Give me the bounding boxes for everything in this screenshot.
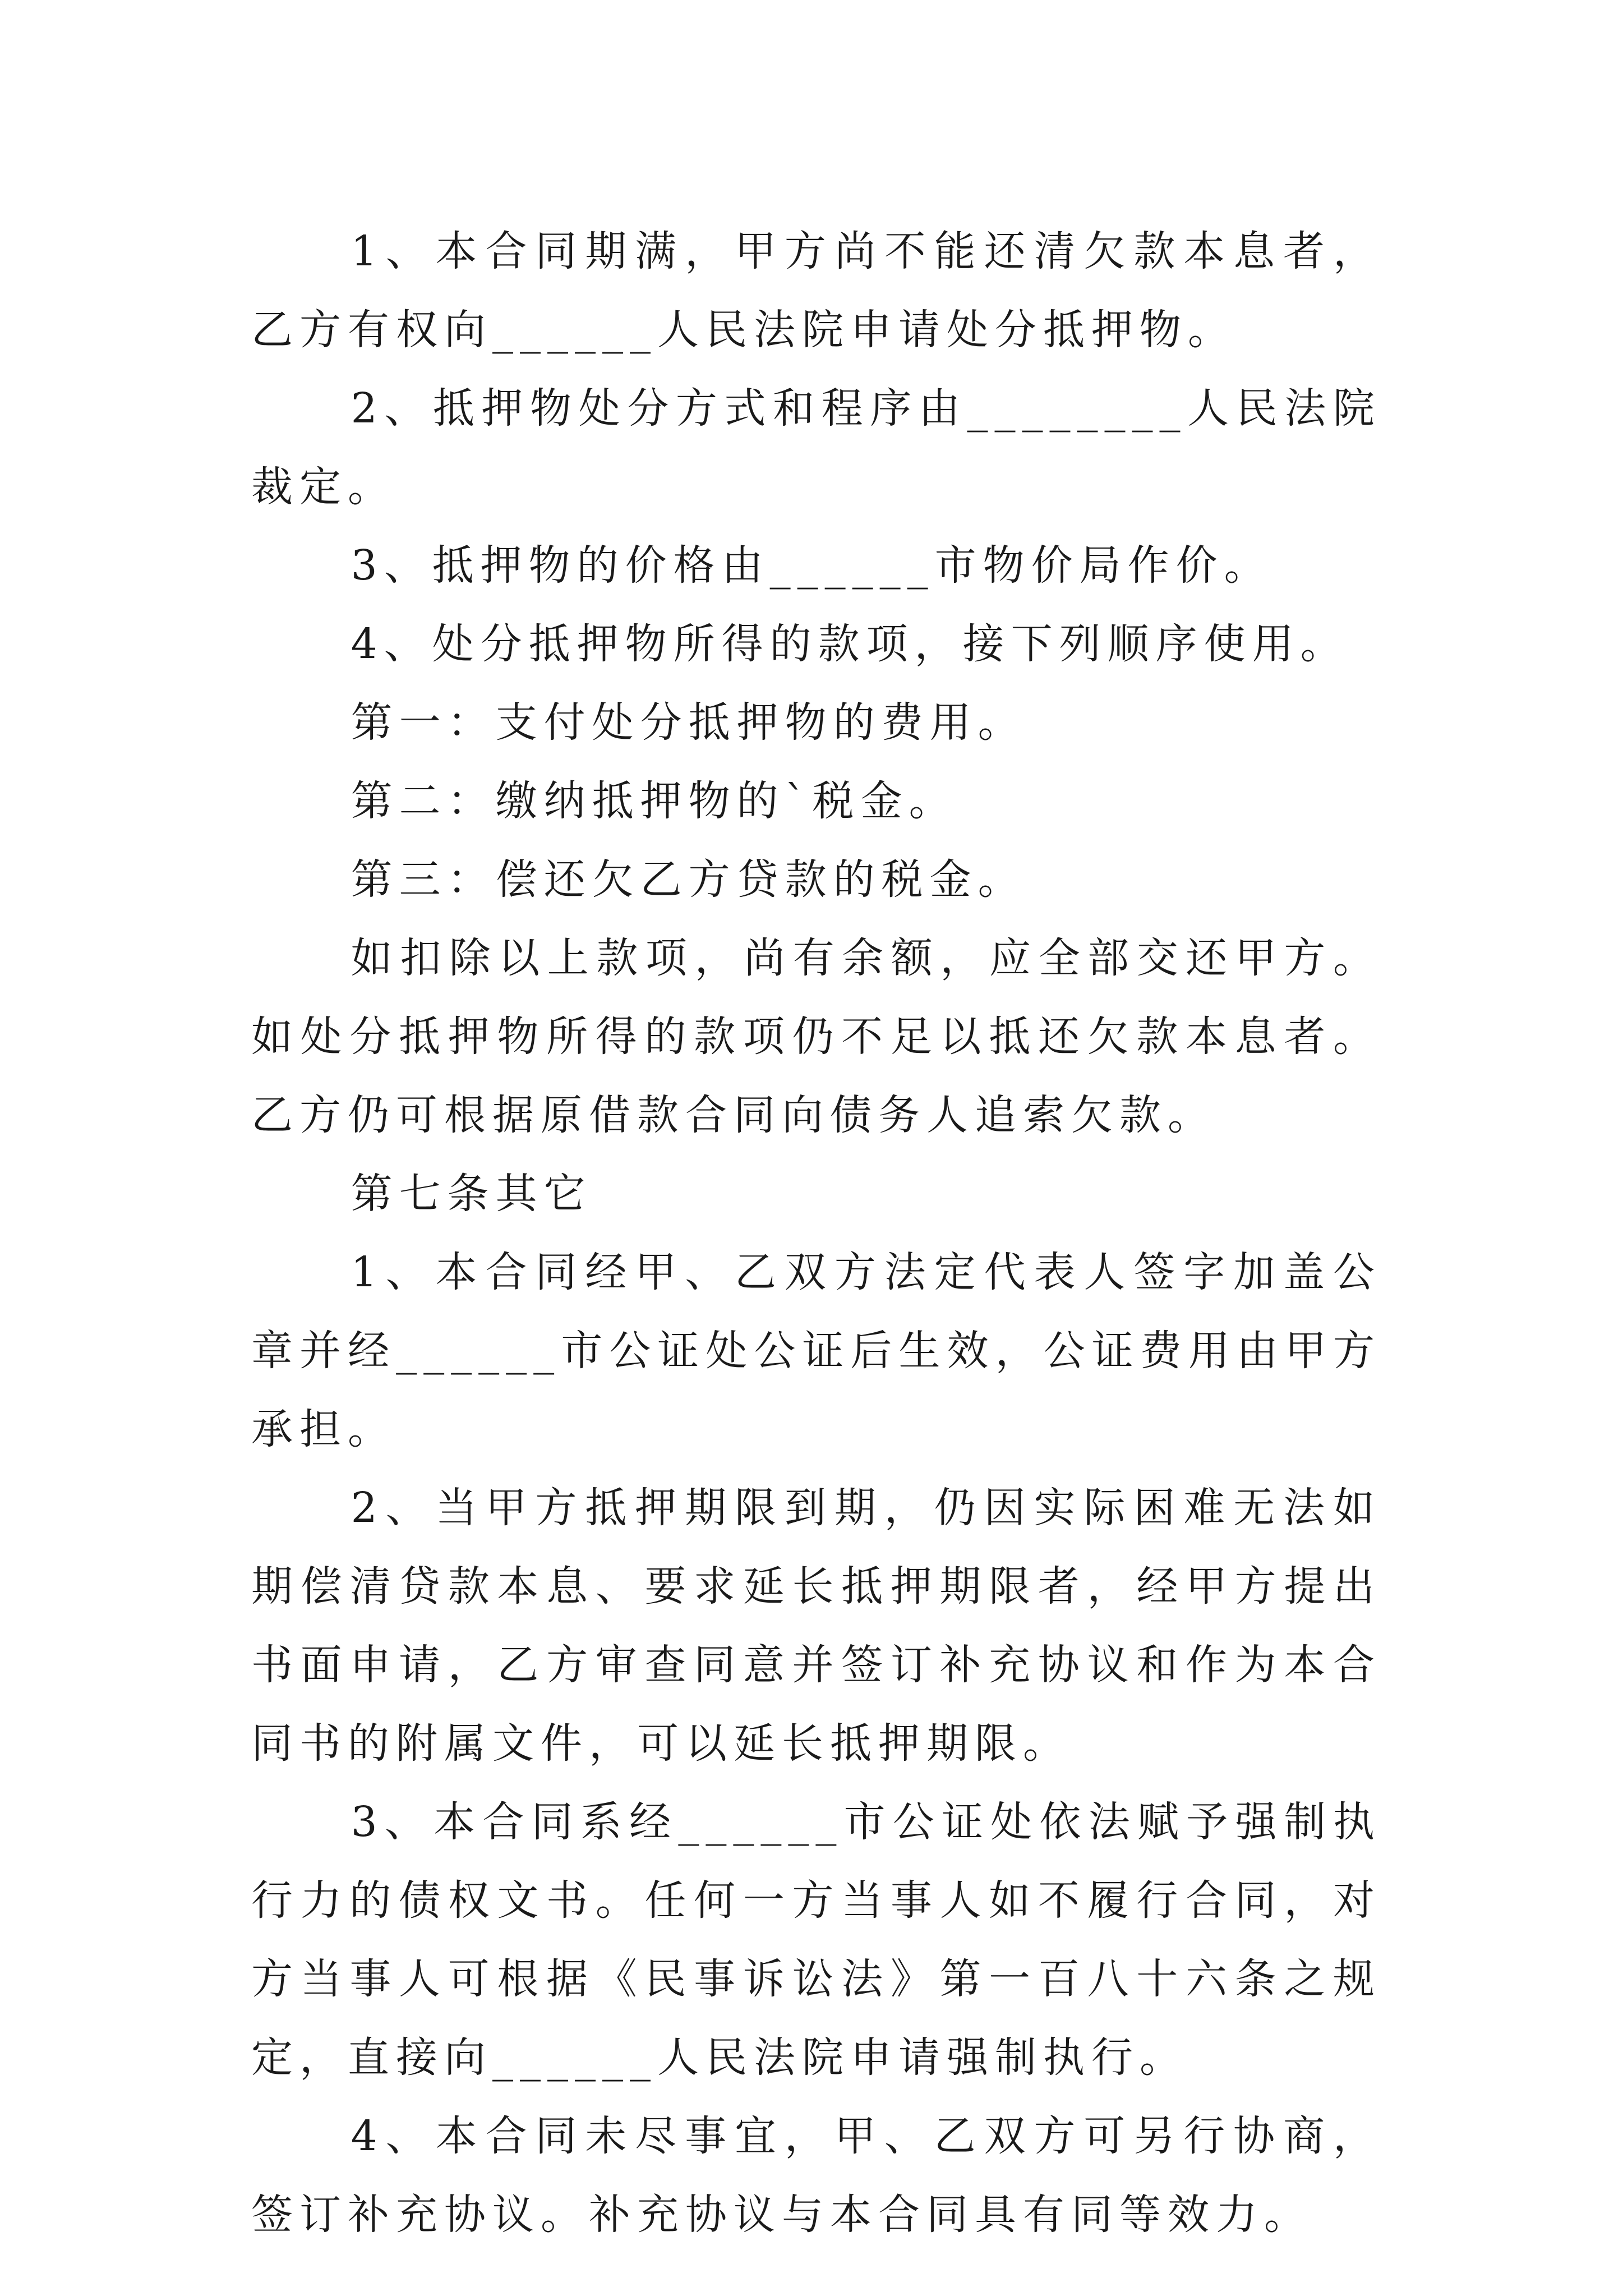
paragraph-order-third: 第三：偿还欠乙方贷款的税金。 (351, 855, 1026, 904)
paragraph-clause-7-1: 1、本合同经甲、乙双方法定代表人签字加盖公章并经______市公证处公证后生效，公证费用由甲方承担。 (251, 1248, 1381, 1453)
paragraph-clause-7-4: 4、本合同未尽事宜，甲、乙双方可另行协商，签订补充协议。补充协议与本合同具有同等效力。 (251, 2112, 1381, 2239)
section-heading-article-7: 第七条其它 (351, 1170, 592, 1218)
paragraph-remainder: 如扣除以上款项，尚有余额，应全部交还甲方。如处分抵押物所得的款项仍不足以抵还欠款本息者。乙方仍可根据原借款合同向债务人追索欠款。 (251, 934, 1381, 1139)
paragraph-clause-6-1: 1、本合同期满，甲方尚不能还清欠款本息者，乙方有权向______人民法院申请处分抵押物。 (251, 227, 1381, 354)
paragraph-clause-7-3: 3、本合同系经______市公证处依法赋予强制执行力的债权文书。任何一方当事人如不履行合同，对方当事人可根据《民事诉讼法》第一百八十六条之规定，直接向______人民法院申请强制执行。 (251, 1798, 1381, 2082)
paragraph-clause-6-3: 3、抵押物的价格由______市物价局作价。 (351, 541, 1272, 590)
paragraph-order-first: 第一：支付处分抵押物的费用。 (351, 698, 1026, 747)
paragraph-clause-7-2: 2、当甲方抵押期限到期，仍因实际困难无法如期偿清贷款本息、要求延长抵押期限者，经甲方提出书面申请，乙方审查同意并签订补充协议和作为本合同书的附属文件，可以延长抵押期限。 (251, 1484, 1381, 1768)
document-body (251, 212, 1381, 2254)
paragraph-clause-6-4: 4、处分抵押物所得的款项，接下列顺序使用。 (351, 620, 1349, 668)
paragraph-order-second: 第二：缴纳抵押物的`税金。 (351, 777, 957, 825)
paragraph-clause-6-2: 2、抵押物处分方式和程序由________人民法院裁定。 (251, 384, 1381, 511)
